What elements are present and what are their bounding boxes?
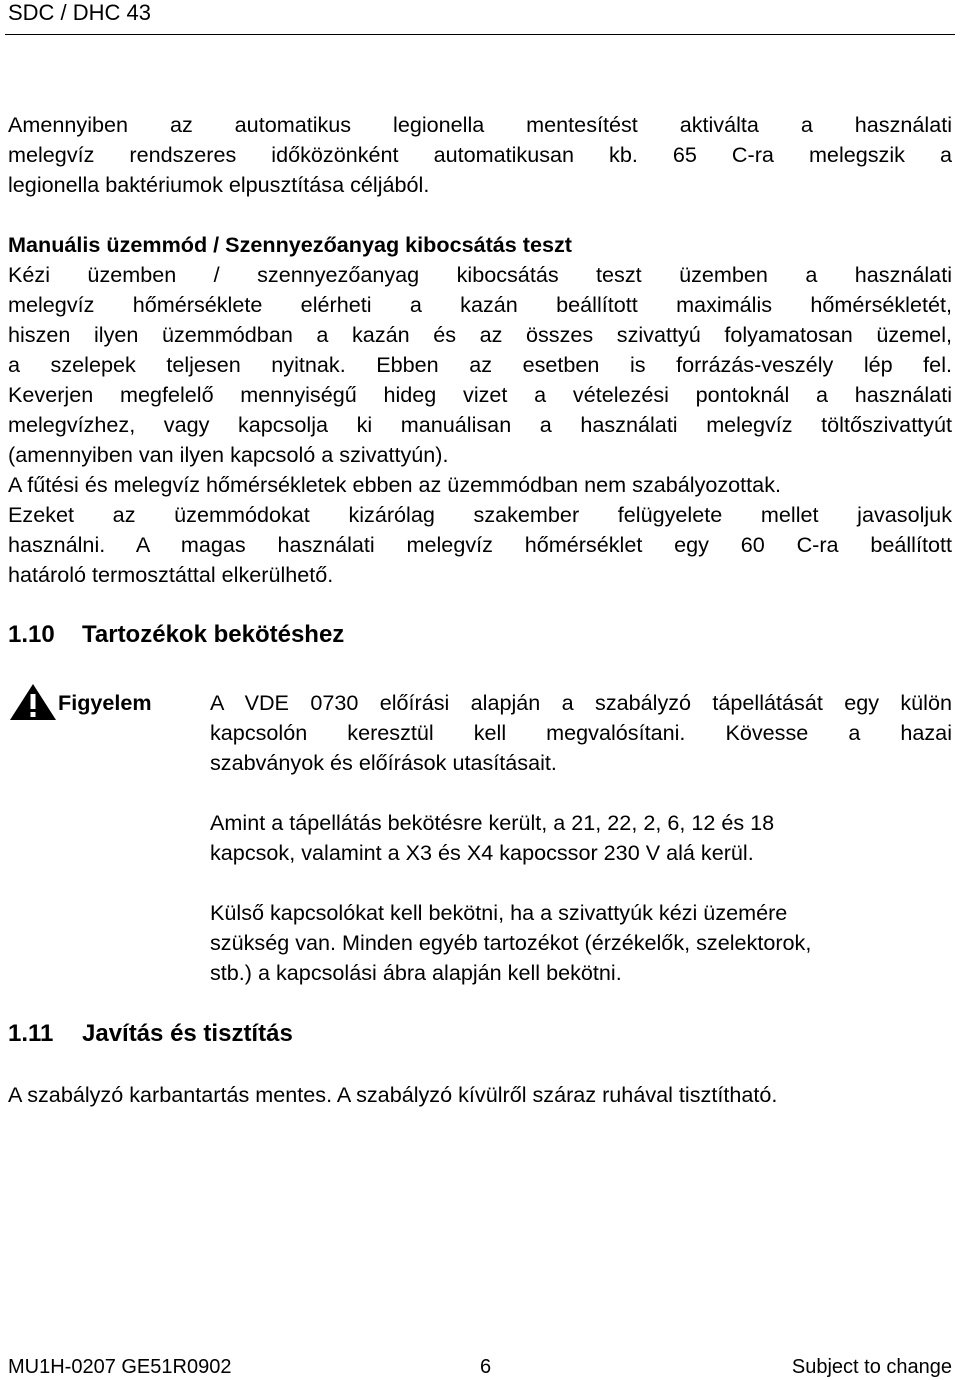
text-line: szabványok és előírások utasításait.: [210, 750, 557, 775]
text-line: Keverjen megfelelő mennyiségű hideg vizet a vételezési pontoknál a használati: [8, 382, 952, 407]
section-title: Tartozékok bekötéshez: [82, 621, 345, 648]
text-line: Amennyiben az automatikus legionella mentesítést aktiválta a használati: [8, 112, 952, 137]
text-line: A fűtési és melegvíz hőmérsékletek ebben az üzemmódban nem szabályozottak.: [8, 472, 781, 497]
text-line: legionella baktériumok elpusztítása céljából.: [8, 172, 430, 197]
footer-page-number: 6: [480, 1356, 492, 1378]
legionella-paragraph: [8, 110, 952, 200]
warning-label: Figyelem: [58, 690, 152, 715]
text-line: (amennyiben van ilyen kapcsoló a szivattyún).: [8, 442, 449, 467]
section-heading-1-11: [8, 1018, 293, 1050]
footer-note: Subject to change: [791, 1356, 952, 1378]
warning-icon: [8, 682, 58, 722]
header-title: SDC / DHC 43: [8, 0, 152, 25]
text-line: Ezeket az üzemmódokat kizárólag szakember felügyelete mellet javasoljuk: [8, 502, 952, 527]
text-line: melegvíz rendszeres időközönként automatikusan kb. 65 C-ra melegszik a: [8, 142, 952, 167]
power-supply-paragraph: [210, 808, 900, 868]
text-line: melegvíz hőmérséklete elérheti a kazán beállított maximális hőmérsékletét,: [8, 292, 952, 317]
text-line: stb.) a kapcsolási ábra alapján kell bekötni.: [210, 960, 622, 985]
vde-paragraph: [210, 688, 952, 778]
manual-mode-paragraph: [8, 230, 952, 590]
external-switches-paragraph: [210, 898, 952, 988]
text-line: kapcsok, valamint a X3 és X4 kapocssor 230 V alá kerül.: [210, 840, 754, 865]
text-line: Amint a tápellátás bekötésre került, a 21, 22, 2, 6, 12 és 18: [210, 810, 775, 835]
text-line: szükség van. Minden egyéb tartozékot (érzékelők, szelektorok,: [210, 930, 812, 955]
text-line: hiszen ilyen üzemmódban a kazán és az összes szivattyú folyamatosan üzemel,: [8, 322, 952, 347]
footer-document-code: MU1H-0207 GE51R0902: [8, 1356, 232, 1378]
text-line: használni. A magas használati melegvíz hőmérséklet egy 60 C-ra beállított: [8, 532, 952, 557]
section-number: 1.11: [8, 1020, 54, 1047]
text-line: A VDE 0730 előírási alapján a szabályzó tápellátását egy külön: [210, 690, 952, 715]
section-number: 1.10: [8, 621, 55, 648]
maintenance-paragraph: A szabályzó karbantartás mentes. A szabályzó kívülről száraz ruhával tisztítható.: [8, 1082, 778, 1107]
text-line: Külső kapcsolókat kell bekötni, ha a szivattyúk kézi üzemére: [210, 900, 788, 925]
section-heading-1-10: [8, 619, 344, 651]
header-rule: [5, 34, 955, 35]
section-title: Javítás és tisztítás: [82, 1020, 293, 1047]
text-line: kapcsolón keresztül kell megvalósítani. Kövesse a hazai: [210, 720, 952, 745]
manual-mode-heading: Manuális üzemmód / Szennyezőanyag kibocsátás teszt: [8, 232, 572, 257]
text-line: melegvízhez, vagy kapcsolja ki manuálisan a használati melegvíz töltőszivattyút: [8, 412, 952, 437]
text-line: Kézi üzemben / szennyezőanyag kibocsátás teszt üzemben a használati: [8, 262, 952, 287]
text-line: a szelepek teljesen nyitnak. Ebben az esetben is forrázás-veszély lép fel.: [8, 352, 952, 377]
text-line: határoló termosztáttal elkerülhető.: [8, 562, 334, 587]
